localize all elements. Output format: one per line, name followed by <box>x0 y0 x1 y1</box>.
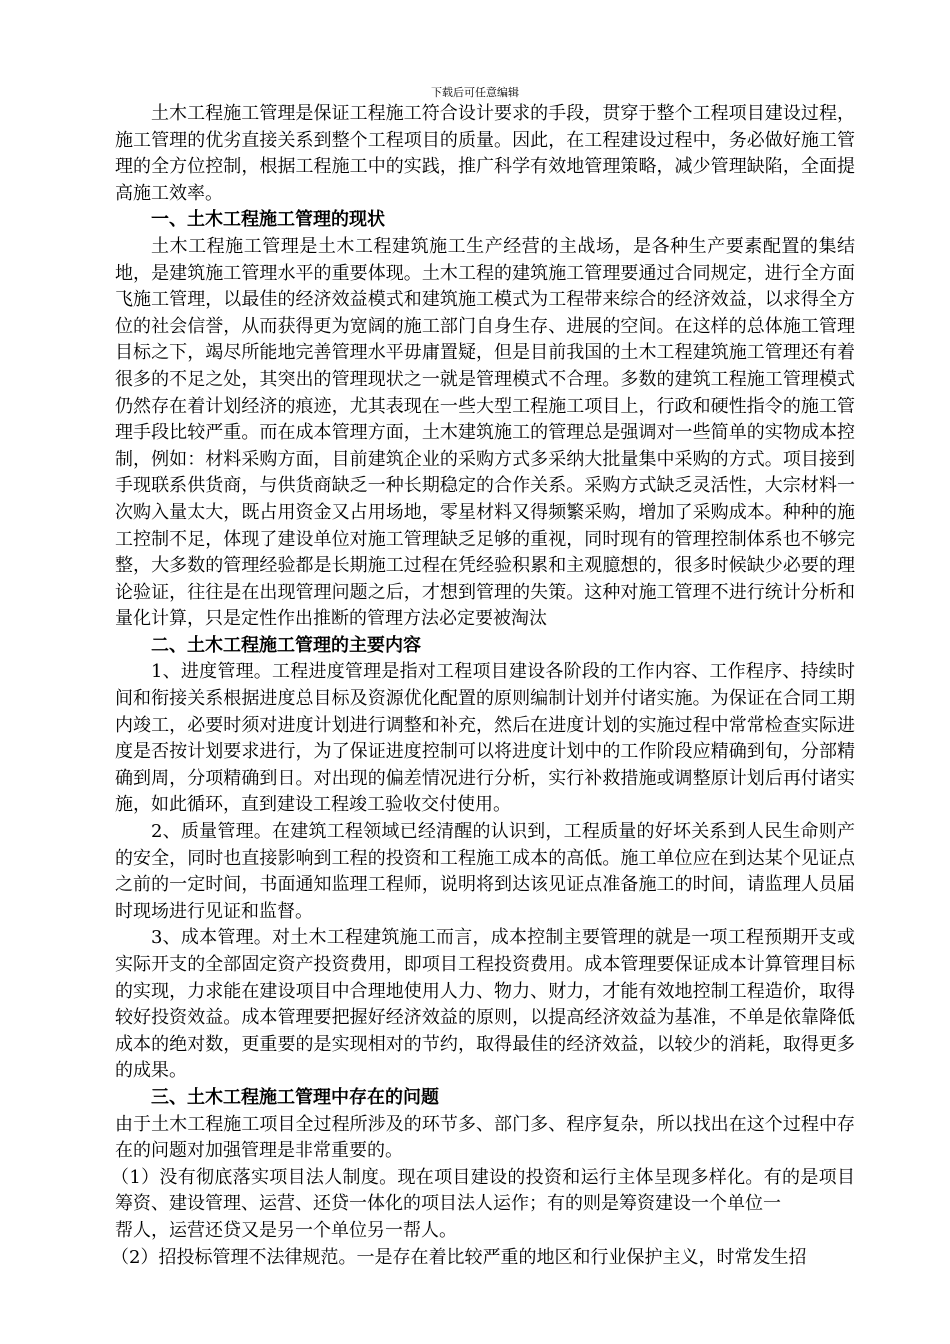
problem-item-1: （1）没有彻底落实项目法人制度。现在项目建设的投资和运行主体呈现多样化。有的是项目筹资、建设管理、运营、还贷一体化的项目法人运作；有的则是筹资建设一个单位一 <box>111 1166 855 1215</box>
section-heading-3: 三、土木工程施工管理中存在的问题 <box>151 1086 439 1108</box>
progress-management-paragraph: 1、进度管理。工程进度管理是指对工程项目建设各阶段的工作内容、工作程序、持续时间和衔接关系根据进度总目标及资源优化配置的原则编制计划并付诸实施。为保证在合同工期内竣工，必要时须对进度计划进行调整和补充，然后在进度计划的实施过程中常常检查实际进度是否按计划要求进行，为了保证进度控制可以将进度计划中的工作阶段应精确到旬，分部精确到周，分项精确到日。对出现的偏差情况进行分析，实行补救措施或调整原计划后再付诸实施，如此循环，直到建设工程竣工验收交付使用。 <box>115 661 855 816</box>
edit-note: 下载后可任意编辑 <box>431 86 519 99</box>
intro-paragraph: 土木工程施工管理是保证工程施工符合设计要求的手段，贯穿于整个工程项目建设过程，施工管理的优劣直接关系到整个工程项目的质量。因此，在工程建设过程中，务必做好施工管理的全方位控制，根据工程施工中的实践，推广科学有效地管理策略，减少管理缺陷，全面提高施工效率。 <box>115 103 855 204</box>
section-heading-2: 二、土木工程施工管理的主要内容 <box>151 634 421 656</box>
document-body <box>111 101 855 1271</box>
problem-item-1-continued: 帮人，运营还贷又是另一个单位另一帮人。 <box>115 1219 457 1241</box>
status-paragraph: 土木工程施工管理是土木工程建筑施工生产经营的主战场，是各种生产要素配置的集结地，是建筑施工管理水平的重要体现。土木工程的建筑施工管理要通过合同规定，进行全方面飞施工管理，以最佳的经济效益模式和建筑施工模式为工程带来综合的经济效益，以求得全方位的社会信誉，从而获得更为宽阔的施工部门自身生存、进展的空间。在这样的总体施工管理目标之下，竭尽所能地完善管理水平毋庸置疑，但是目前我国的土木工程建筑施工管理还有着很多的不足之处，其突出的管理现状之一就是管理模式不合理。多数的建筑工程施工管理模式仍然存在着计划经济的痕迹，尤其表现在一些大型工程施工项目上，行政和硬性指令的施工管理手段比较严重。而在成本管理方面，土木建筑施工的管理总是强调对一些简单的实物成本控制，例如：材料采购方面，目前建筑企业的采购方式多采纳大批量集中采购的方式。项目接到手现联系供货商，与供货商缺乏一种长期稳定的合作关系。采购方式缺乏灵活性，大宗材料一次购入量太大，既占用资金又占用场地，零星材料又得频繁采购，增加了采购成本。种种的施工控制不足，体现了建设单位对施工管理缺乏足够的重视，同时现有的管理控制体系也不够完整，大多数的管理经验都是长期施工过程在凭经验积累和主观臆想的，很多时候缺少必要的理论验证，往往是在出现管理问题之后，才想到管理的失策。这种对施工管理不进行统计分析和量化计算，只是定性作出推断的管理方法必定要被淘汰 <box>115 235 855 630</box>
cost-management-paragraph: 3、成本管理。对土木工程建筑施工而言，成本控制主要管理的就是一项工程预期开支或实际开支的全部固定资产投资费用，即项目工程投资费用。成本管理要保证成本计算管理目标的实现，力求能在建设项目中合理地使用人力、物力、财力，才能有效地控制工程造价，取得较好投资效益。成本管理要把握好经济效益的原则，以提高经济效益为基准，不单是依靠降低成本的绝对数，更重要的是实现相对的节约，取得最佳的经济效益，以较少的消耗，取得更多的成果。 <box>115 927 855 1082</box>
problem-item-2: （2）招投标管理不法律规范。一是存在着比较严重的地区和行业保护主义，时常发生招 <box>111 1246 807 1268</box>
problems-intro-paragraph: 由于土木工程施工项目全过程所涉及的环节多、部门多、程序复杂，所以找出在这个过程中存在的问题对加强管理是非常重要的。 <box>115 1113 855 1162</box>
section-heading-1: 一、土木工程施工管理的现状 <box>151 209 385 231</box>
quality-management-paragraph: 2、质量管理。在建筑工程领域已经清醒的认识到，工程质量的好坏关系到人民生命则产的安全，同时也直接影响到工程的投资和工程施工成本的高低。施工单位应在到达某个见证点之前的一定时间，书面通知监理工程师，说明将到达该见证点准备施工的时间，请监理人员届时现场进行见证和监督。 <box>115 821 855 922</box>
